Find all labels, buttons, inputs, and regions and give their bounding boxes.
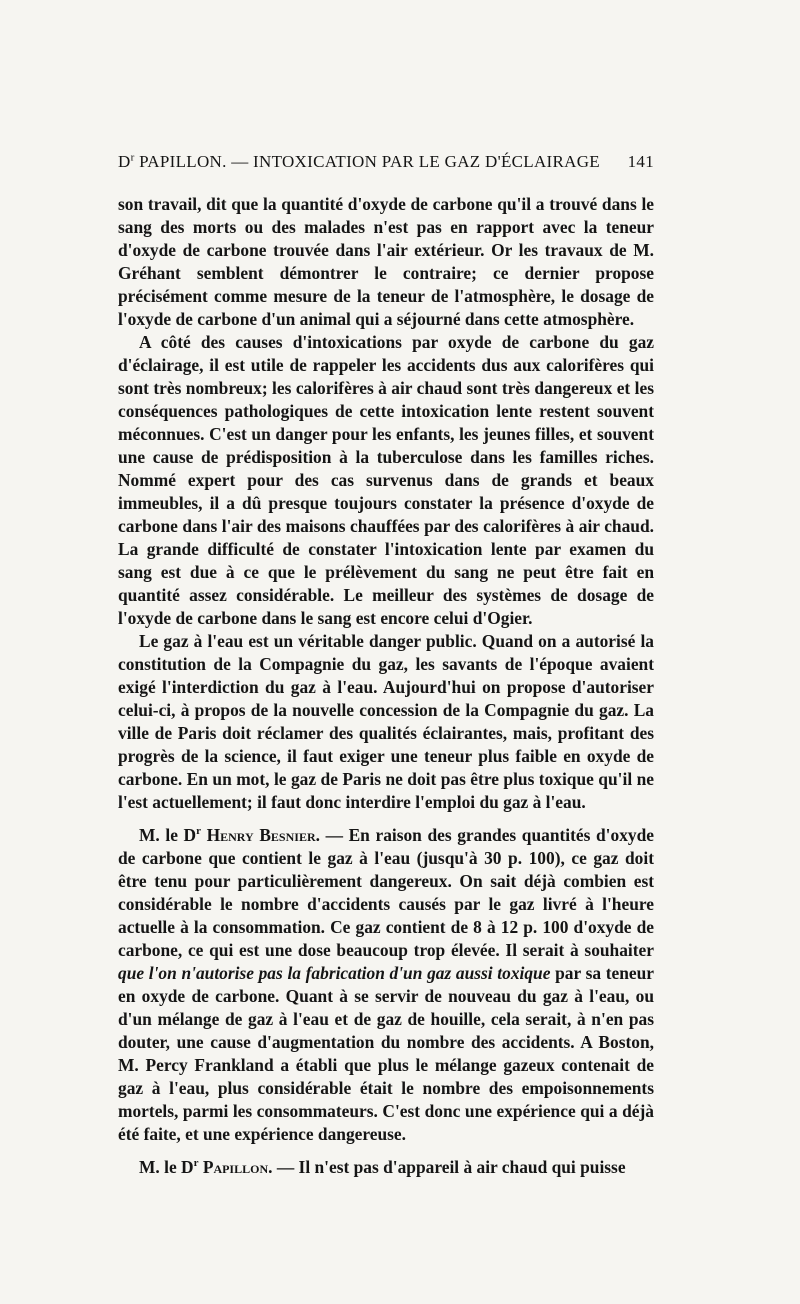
speaker-name: Henry Besnier. bbox=[201, 825, 320, 845]
speaker-name: Papillon. bbox=[198, 1157, 273, 1177]
paragraph-4: M. le $D^r$ Henry Besnier. — En raison des grandes quantités d'oxyde de carbone que contient le gaz à l'eau (jusqu'à 30 p. 100), ce gaz doit être tenu pour particulièrement dangereux. On sait déjà combien est considérable le nombre d'accidents causés par le gaz livré à l'heure actuelle à la consommation. Ce gaz contient de 8 à 12 p. 100 d'oxyde de carbone, ce qui est une dose beaucoup trop élevée. Il serait à souhaiter que l'on n'autorise pas la fabrication d'un gaz aussi toxique par sa teneur en oxyde de carbone. Quant à se servir de nouveau du gaz à l'eau, ou d'un mélange de gaz à l'eau et de gaz de houille, cela serait, à n'en pas douter, une cause d'augmentation du nombre des accidents. A Boston, M. Percy Frankland a établi que plus le mélange gazeux contenait de gaz à l'eau, plus considérable était le nombre des empoisonnements mortels, parmi les consommateurs. C'est donc une expérience qui a déjà été faite, et une expérience dangereuse. bbox=[118, 825, 654, 1144]
running-header bbox=[118, 152, 654, 172]
header-title: $D^r$ PAPILLON. — INTOXICATION PAR LE GAZ D'ÉCLAIRAGE bbox=[118, 151, 600, 171]
paragraph-2: A côté des causes d'intoxications par oxyde de carbone du gaz d'éclairage, il est utile de rappeler les accidents dus aux calorifères qui sont très nombreux; les calorifères à air chaud sont très dangereux et les conséquences pathologiques de cette intoxication lente restent souvent méconnues. C'est un danger pour les enfants, les jeunes filles, et souvent une cause de prédisposition à la tuberculose dans les familles riches. Nommé expert pour des cas survenus dans de grands et beaux immeubles, il a dû presque toujours constater la présence d'oxyde de carbone dans l'air des maisons chauffées par des calorifères à air chaud. La grande difficulté de constater l'intoxication lente par examen du sang est due à ce que le prélèvement du sang ne peut être fait en quantité assez considérable. Le meilleur des systèmes de dosage de l'oxyde de carbone dans le sang est encore celui d'Ogier. bbox=[118, 332, 654, 628]
paragraph-3: Le gaz à l'eau est un véritable danger public. Quand on a autorisé la constitution de la Compagnie du gaz, les savants de l'époque avaient exigé l'interdiction du gaz à l'eau. Aujourd'hui on propose d'autoriser celui-ci, à propos de la nouvelle concession de la Compagnie du gaz. La ville de Paris doit réclamer des qualités éclairantes, mais, profitant des progrès de la science, il faut exiger une teneur plus faible en oxyde de carbone. En un mot, le gaz de Paris ne doit pas être plus toxique qu'il ne l'est actuellement; il faut donc interdire l'emploi du gaz à l'eau. bbox=[118, 631, 654, 812]
page-number: 141 bbox=[627, 152, 654, 171]
paragraph-5: M. le $D^r$ Papillon. — Il n'est pas d'appareil à air chaud qui puisse bbox=[139, 1157, 626, 1177]
text-body bbox=[118, 193, 654, 1179]
paragraph-1: son travail, dit que la quantité d'oxyde de carbone qu'il a trouvé dans le sang des morts ou des malades n'est pas en rapport avec la teneur d'oxyde de carbone trouvée dans l'air extérieur. Or les travaux de M. Gréhant semblent démontrer le contraire; ce dernier propose précisément comme mesure de la teneur de l'atmosphère, le dosage de l'oxyde de carbone d'un animal qui a séjourné dans cette atmosphère. bbox=[118, 194, 654, 329]
italic-emphasis: que l'on n'autorise pas la fabrication d'un gaz aussi toxique bbox=[118, 963, 551, 983]
